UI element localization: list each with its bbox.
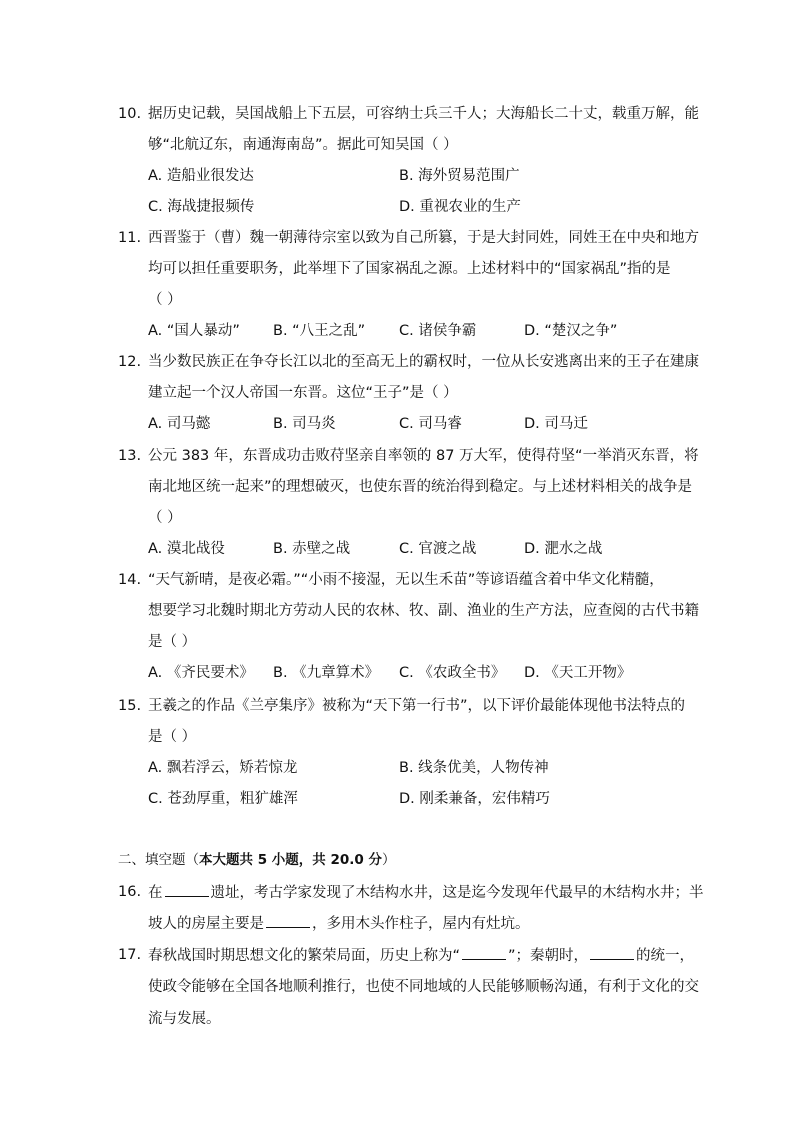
question-text-line: 西晋鉴于（曹）魏一朝薄待宗室以致为自己所篡，于是大封同姓，同姓王在中央和地方 [148,230,699,246]
option-c: C. 《农政全书》 [399,665,506,681]
question-number: 12. [118,354,142,370]
section-label: 二、填空题（ [118,852,199,868]
question-text-line: （ ） [148,292,182,308]
question-text-line: 公元 383 年，东晋成功击败苻坚亲自率领的 87 万大军，使得苻坚“一举消灭东晋，将 [148,448,699,464]
option-c: C. 苍劲厚重，粗犷雄浑 [148,791,298,807]
question-number: 10. [118,106,142,122]
option-d: D. 重视农业的生产 [399,199,521,215]
question-text-line: 建立起一个汉人帝国一东晋。这位“王子”是（ ） [148,385,458,401]
text-segment: ，多用木头作柱子，屋内有灶坑。 [312,916,530,932]
question-number: 16. [118,884,142,900]
option-c: C. 海战捷报频传 [148,199,255,215]
option-b: B. “八王之乱” [273,323,366,339]
text-segment: 春秋战国时期思想文化的繁荣局面，历史上称为“ [148,948,461,964]
question-text-line: 流与发展。 [148,1011,221,1027]
option-d: D. 司马迁 [524,416,588,432]
question-text-line: 当少数民族正在争夺长江以北的至高无上的霸权时，一位从长安逃离出来的王子在建康 [148,354,699,370]
question-number: 14. [118,572,142,588]
question-text-line: 是（ ） [148,729,197,745]
fill-blank[interactable] [266,913,310,928]
question-text-line [148,945,694,966]
question-number: 13. [118,448,142,464]
option-a: A. “国人暴动” [148,323,240,339]
fill-blank[interactable] [590,945,634,960]
option-b: B. 司马炎 [273,416,336,432]
option-a: A. 造船业很发达 [148,168,254,184]
option-c: C. 官渡之战 [399,541,477,557]
text-segment: 遗址，考古学家发现了木结构水井，这是迄今发现年代最早的木结构水井；半 [210,885,704,901]
option-b: B. 线条优美，人物传神 [399,760,549,776]
question-text-line: 南北地区统一起来”的理想破灭，也使东晋的统治得到稳定。与上述材料相关的战争是 [148,479,693,495]
section-heading [118,850,396,870]
question-text-line: “天气新晴，是夜必霜。”“小雨不接湿，无以生禾苗”等谚语蕴含着中华文化精髓， [148,572,664,588]
question-text-line: 据历史记载，吴国战船上下五层，可容纳士兵三千人；大海船长二十丈，载重万解，能 [148,106,699,122]
option-a: A. 飘若浮云，矫若惊龙 [148,760,298,776]
question-text-line: 使政令能够在全国各地顺利推行，也使不同地域的人民能够顺畅沟通，有利于文化的交 [148,979,699,995]
question-text-line: 想要学习北魏时期北方劳动人民的农林、牧、副、渔业的生产方法，应查阅的古代书籍 [148,603,699,619]
text-segment: 在 [148,885,163,901]
question-text-line: （ ） [148,510,182,526]
question-text-line: 王羲之的作品《兰亭集序》被称为“天下第一行书”，以下评价最能体现他书法特点的 [148,698,686,714]
option-c: C. 诸侯争霸 [399,323,477,339]
option-d: D. 淝水之战 [524,541,603,557]
option-d: D. “楚汉之争” [524,323,618,339]
question-text-line [148,913,530,934]
section-close: ） [382,852,396,868]
text-segment: 的统一， [636,948,695,964]
fill-blank[interactable] [462,945,506,960]
question-text-line: 是（ ） [148,634,197,650]
question-text-line [148,882,704,903]
fill-blank[interactable] [165,882,209,897]
text-segment: 坡人的房屋主要是 [148,916,264,932]
option-b: B. 赤壁之战 [273,541,351,557]
option-b: B. 《九章算术》 [273,665,380,681]
option-b: B. 海外贸易范围广 [399,168,520,184]
option-a: A. 《齐民要术》 [148,665,254,681]
question-number: 11. [118,230,142,246]
option-a: A. 漠北战役 [148,541,225,557]
question-number: 17. [118,947,142,963]
question-number: 15. [118,698,142,714]
text-segment: ”；秦朝时， [508,948,589,964]
section-info: 本大题共 5 小题，共 20.0 分 [199,852,383,868]
question-text-line: 均可以担任重要职务，此举埋下了国家祸乱之源。上述材料中的“国家祸乱”指的是 [148,261,671,277]
option-c: C. 司马睿 [399,416,462,432]
question-text-line: 够“北航辽东，南通海南岛”。据此可知吴国（ ） [148,137,458,153]
option-d: D. 刚柔兼备，宏伟精巧 [399,791,550,807]
option-a: A. 司马懿 [148,416,211,432]
option-d: D. 《天工开物》 [524,665,632,681]
